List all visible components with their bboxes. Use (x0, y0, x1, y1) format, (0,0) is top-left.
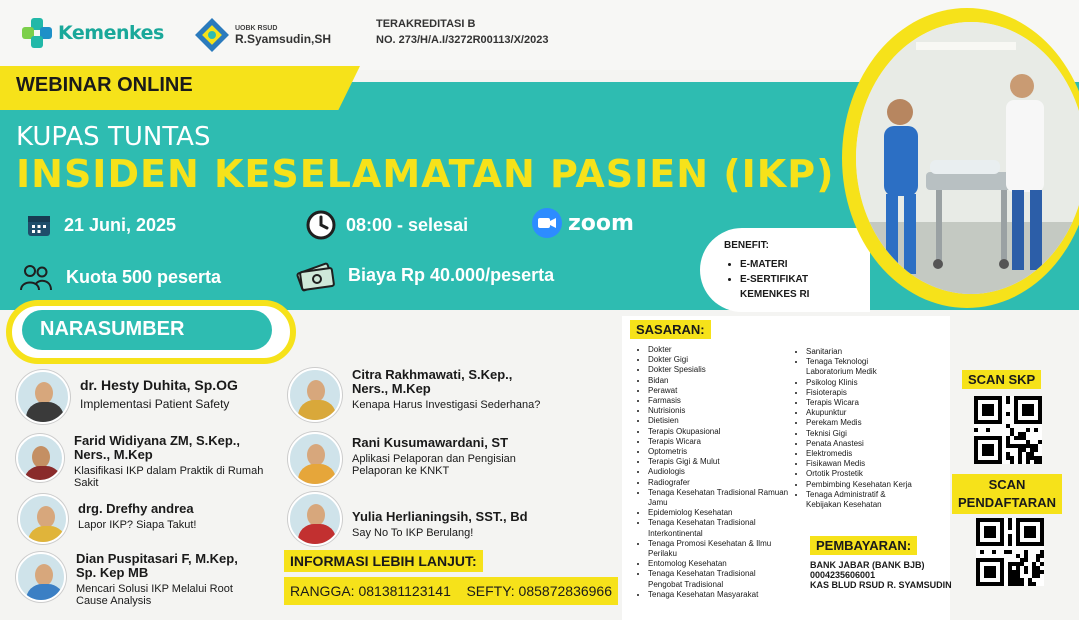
scan-skp-label: SCAN SKP (962, 370, 1041, 389)
zoom-logo (532, 208, 634, 238)
event-headline: INSIDEN KESELAMATAN PASIEN (IKP) (16, 152, 835, 196)
sasaran-item: • Pembimbing Kesehatan Kerja (806, 480, 916, 490)
zoom-camera-icon (532, 208, 562, 238)
speaker-name: Yulia Herlianingsih, SST., Bd (352, 509, 528, 524)
account-number: 0004235606001 (810, 570, 876, 580)
accreditation-text (376, 16, 548, 48)
narasumber-heading: NARASUMBER (22, 310, 272, 350)
pendaftaran-word: PENDAFTARAN (958, 495, 1056, 510)
speaker-avatar (18, 494, 68, 544)
sasaran-item: • Audiologis (648, 467, 790, 477)
sasaran-list-1 (638, 345, 790, 600)
sasaran-item: • Elektromedis (806, 449, 916, 459)
sasaran-item: • Perekam Medis (806, 418, 916, 428)
sasaran-item: • Fisikawan Medis (806, 459, 916, 469)
sasaran-list-2 (796, 347, 916, 510)
info-contacts (284, 577, 618, 605)
speaker-topic: Kenapa Harus Investigasi Sederhana? (352, 399, 541, 411)
rsud-emblem-icon (195, 18, 229, 52)
date-info (24, 210, 176, 240)
sasaran-item: • Tenaga Administratif & Kebijakan Kesehatan (806, 490, 916, 510)
webinar-label: WEBINAR ONLINE (16, 74, 193, 96)
speaker-card (288, 492, 528, 546)
sasaran-item: • Radiografer (648, 478, 790, 488)
quota-info (16, 262, 221, 292)
rsud-logo (195, 18, 331, 52)
calendar-icon (24, 210, 54, 240)
benefit-box (700, 228, 870, 312)
sasaran-item: • Penata Anastesi (806, 439, 916, 449)
speaker-card (18, 494, 196, 544)
sasaran-item: • Farmasis (648, 396, 790, 406)
speaker-card (16, 434, 274, 489)
speaker-card (16, 552, 256, 607)
sasaran-item: • Dietisien (648, 416, 790, 426)
accreditation-status: TERAKREDITASI B (376, 18, 476, 30)
sasaran-item: • Nutrisionis (648, 406, 790, 416)
accreditation-number: NO. 273/H/A.I/3272R00113/X/2023 (376, 34, 549, 46)
kemenkes-wordmark: Kemenkes (58, 22, 164, 44)
sasaran-item: • Terapis Gigi & Mulut (648, 457, 790, 467)
sasaran-item: • Fisioterapis (806, 388, 916, 398)
speaker-avatar (288, 492, 342, 546)
event-quota: Kuota 500 peserta (66, 266, 222, 287)
benefit-title: BENEFIT: (724, 240, 769, 251)
kupas-tuntas-text: KUPAS TUNTAS (16, 122, 211, 152)
speaker-topic: Mencari Solusi IKP Melalui Root Cause Analysis (76, 583, 233, 607)
sasaran-item: • Tenaga Kesehatan Tradisional Pengobat Tradisional (648, 569, 790, 589)
info-heading: INFORMASI LEBIH LANJUT: (284, 550, 483, 572)
sasaran-item: • Entomolog Kesehatan (648, 559, 790, 569)
speaker-topic: Say No To IKP Berulang! (352, 527, 474, 539)
speaker-name: Farid Widiyana ZM, S.Kep., Ners., M.Kep (74, 433, 241, 462)
pembayaran-details (810, 560, 952, 590)
event-date: 21 Juni, 2025 (64, 214, 177, 235)
clock-icon (306, 210, 336, 240)
contact-sefty: SEFTY: 085872836966 (466, 583, 612, 599)
speaker-avatar (16, 370, 70, 424)
speaker-name: Citra Rakhmawati, S.Kep., Ners., M.Kep (352, 367, 513, 396)
event-fee: Biaya Rp 40.000/peserta (348, 264, 555, 285)
kemenkes-logo (22, 18, 164, 48)
zoom-wordmark: zoom (568, 210, 634, 236)
sasaran-item: • Tenaga Kesehatan Tradisional Ramuan Jamu (648, 488, 790, 508)
scan-word: SCAN (988, 477, 1026, 492)
event-time: 08:00 - selesai (346, 214, 469, 235)
pendaftaran-qr-code[interactable] (976, 518, 1044, 586)
sasaran-item: • Tenaga Teknologi Laboratorium Medik (806, 357, 916, 377)
sasaran-item: • Epidemiolog Kesehatan (648, 508, 790, 518)
time-info (306, 210, 468, 240)
speaker-topic: Aplikasi Pelaporan dan Pengisian Pelaporan ke KNKT (352, 453, 516, 477)
sasaran-item: • Optometris (648, 447, 790, 457)
benefit-item: • E-MATERI (740, 257, 860, 272)
scan-pendaftaran-label (952, 474, 1062, 514)
speaker-card (288, 368, 552, 422)
skp-qr-code[interactable] (974, 396, 1042, 464)
pembayaran-heading: PEMBAYARAN: (810, 536, 917, 555)
sasaran-item: • Dokter Gigi (648, 355, 790, 365)
bank-name: BANK JABAR (BANK BJB) (810, 560, 925, 570)
sasaran-item: • Dokter (648, 345, 790, 355)
speaker-avatar (288, 432, 342, 486)
sasaran-item: • Terapis Okupasional (648, 427, 790, 437)
people-icon (16, 262, 56, 292)
rsud-subtitle: UOBK RSUD (235, 24, 278, 32)
sasaran-item: • Teknisi Gigi (806, 429, 916, 439)
speaker-name: Rani Kusumawardani, ST (352, 435, 509, 450)
sasaran-heading: SASARAN: (630, 320, 711, 339)
speaker-topic: Lapor IKP? Siapa Takut! (78, 519, 197, 531)
rsud-name: R.Syamsudin,SH (235, 31, 332, 46)
sasaran-item: • Dokter Spesialis (648, 365, 790, 375)
speaker-card (288, 432, 552, 486)
speaker-name: drg. Drefhy andrea (78, 501, 194, 516)
hospital-photo (856, 22, 1079, 294)
sasaran-item: • Psikolog Klinis (806, 378, 916, 388)
kemenkes-mark-icon (22, 18, 52, 48)
speaker-avatar (16, 434, 64, 482)
sasaran-item: • Terapis Wicara (806, 398, 916, 408)
sasaran-item: • Terapis Wicara (648, 437, 790, 447)
sasaran-item: • Sanitarian (806, 347, 916, 357)
sasaran-item: • Tenaga Kesehatan Masyarakat (648, 590, 790, 600)
speaker-topic: Klasifikasi IKP dalam Praktik di Rumah Sakit (74, 465, 264, 489)
speaker-name: dr. Hesty Duhita, Sp.OG (80, 377, 238, 393)
account-holder: KAS BLUD RSUD R. SYAMSUDIN (810, 580, 952, 590)
speaker-card (16, 370, 238, 424)
sasaran-item: • Tenaga Promosi Kesehatan & Ilmu Perilaku (648, 539, 790, 559)
sasaran-item: • Ortotik Prostetik (806, 469, 916, 479)
speaker-name: Dian Puspitasari F, M.Kep, Sp. Kep MB (76, 551, 238, 580)
sasaran-item: • Perawat (648, 386, 790, 396)
money-icon (294, 260, 338, 290)
fee-info (294, 260, 554, 290)
sasaran-item: • Bidan (648, 376, 790, 386)
speaker-avatar (16, 552, 66, 602)
speaker-avatar (288, 368, 342, 422)
sasaran-item: • Akupunktur (806, 408, 916, 418)
contact-rangga: RANGGA: 081381123141 (290, 583, 451, 599)
speaker-topic: Implementasi Patient Safety (80, 397, 230, 411)
sasaran-item: • Tenaga Kesehatan Tradisional Interkontinental (648, 518, 790, 538)
benefit-item: • E-SERTIFIKAT KEMENKES RI (740, 272, 860, 302)
